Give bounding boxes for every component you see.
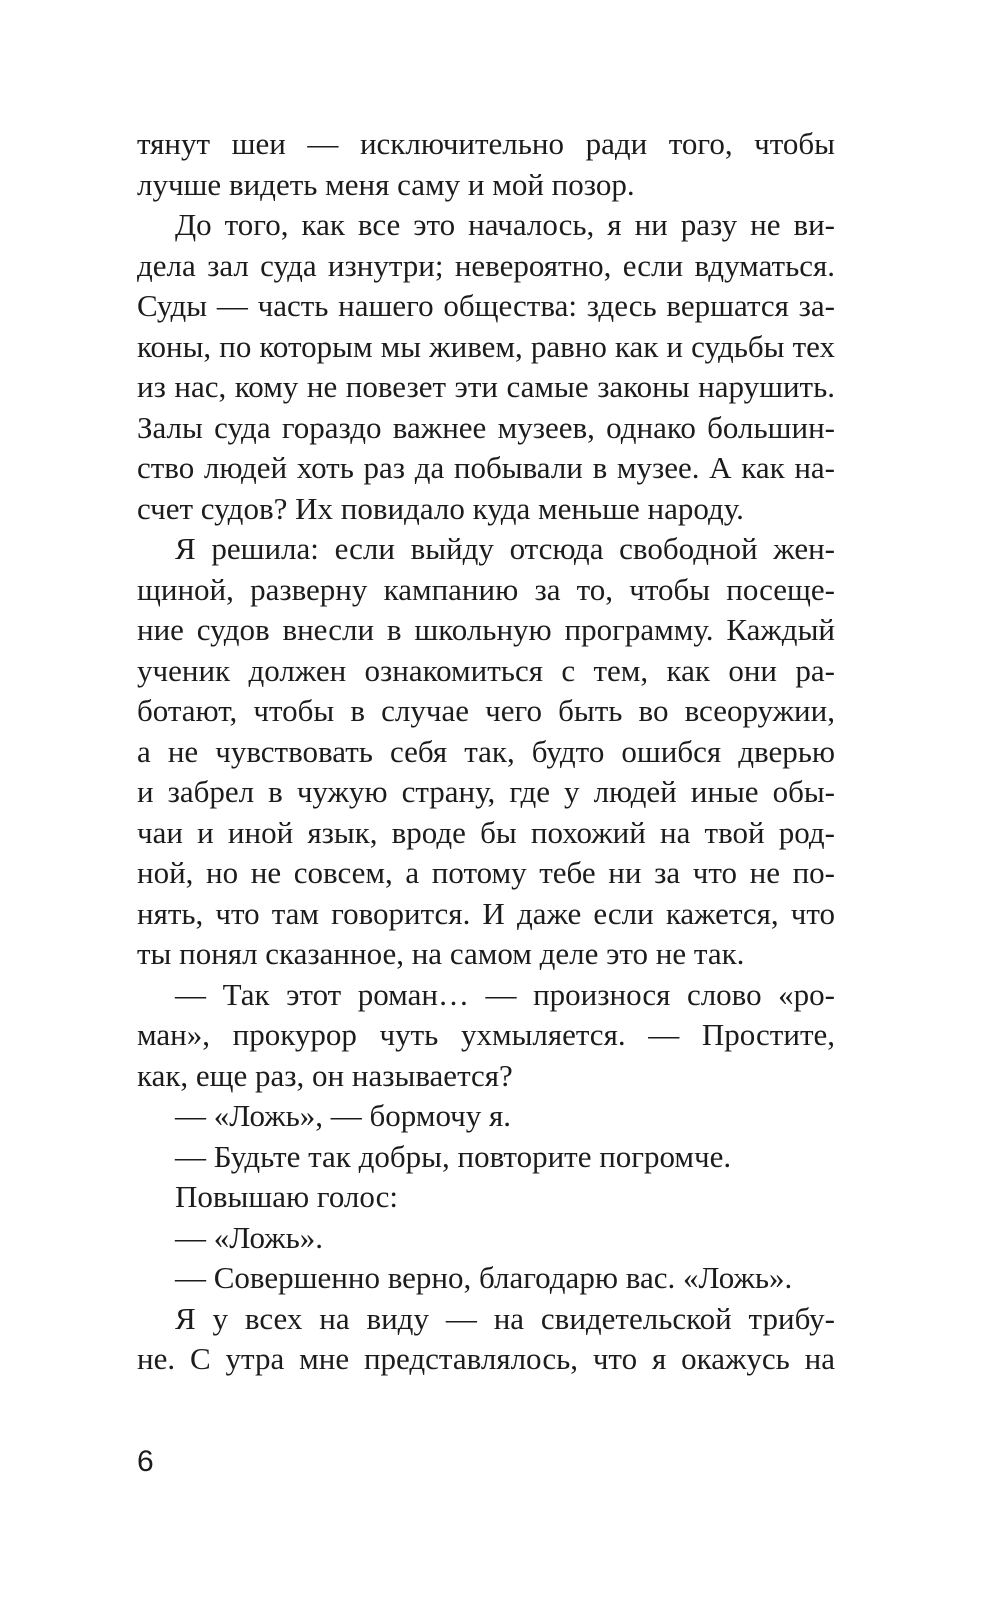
text-line: не. С утра мне представлялось, что я окажусь на — [137, 1341, 835, 1376]
text-line: коны, по которым мы живем, равно как и судьбы тех — [137, 328, 835, 364]
text-line: Я решила: если выйду отсюда свободной жен- — [175, 531, 835, 566]
text-line: а не чувствовать себя так, будто ошибся дверью — [137, 733, 835, 769]
page-number: 6 — [137, 1445, 154, 1478]
text-line: — «Ложь», — бормочу я. — [175, 1098, 512, 1133]
text-line: ство людей хоть раз да побывали в музее. А как на- — [137, 450, 835, 485]
text-line: Залы суда гораздо важнее музеев, однако большин- — [137, 409, 835, 445]
text-line: Суды — часть нашего общества: здесь вершатся за- — [137, 288, 835, 323]
text-line: ной, но не совсем, а потому тебе ни за что не по- — [137, 855, 835, 890]
text-line: щиной, разверну кампанию за то, чтобы посеще- — [137, 571, 835, 607]
text-line: счет судов? Их повидало куда меньше народу. — [137, 490, 744, 526]
text-line: дела зал суда изнутри; невероятно, если вдуматься. — [137, 247, 835, 283]
text-line: — Будьте так добры, повторите погромче. — [175, 1138, 732, 1174]
text-line: и забрел в чужую страну, где у людей иные обы- — [137, 774, 835, 809]
text-line: лучше видеть меня саму и мой позор. — [137, 166, 635, 202]
text-line: — Так этот роман… — произнося слово «ро- — [175, 976, 835, 1012]
text-line: из нас, кому не повезет эти самые законы нарушить. — [137, 369, 835, 404]
text-line: ботают, чтобы в случае чего быть во всеоружии, — [137, 693, 835, 728]
text-line: тянут шеи — исключительно ради того, чтобы — [137, 126, 835, 161]
text-line: нять, что там говорится. И даже если кажется, что — [137, 895, 835, 931]
text-line: Я у всех на виду — на свидетельской трибу- — [175, 1300, 835, 1336]
text-line: Повышаю голос: — [175, 1179, 399, 1214]
text-line: чаи и иной язык, вроде бы похожий на твой род- — [137, 814, 835, 850]
text-line: До того, как все это началось, я ни разу не ви- — [175, 207, 835, 242]
text-line: ман», прокурор чуть ухмыляется. — Простите, — [137, 1017, 835, 1052]
text-line: ты понял сказанное, на самом деле это не так. — [137, 936, 745, 971]
text-line: как, еще раз, он называется? — [137, 1057, 513, 1093]
text-line: — «Ложь». — [175, 1219, 324, 1255]
text-line: — Совершенно верно, благодарю вас. «Ложь». — [175, 1260, 793, 1295]
text-line: ние судов внесли в школьную программу. Каждый — [137, 612, 835, 647]
body-text — [137, 124, 835, 1380]
text-line: ученик должен ознакомиться с тем, как они ра- — [137, 652, 835, 688]
